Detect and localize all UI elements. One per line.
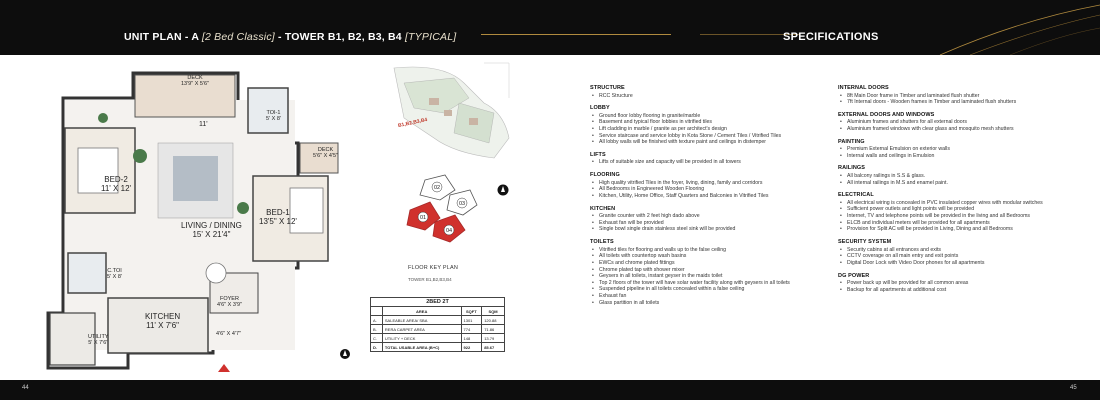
room-living	[181, 221, 242, 239]
spec-list	[838, 247, 1083, 267]
spec-item: • Chrome plated tap with shower mixer	[590, 267, 835, 274]
room-bed1-name: BED-1	[266, 208, 290, 217]
room-deck-right-size: 5'6" X 4'5"	[313, 153, 338, 160]
spec-heading: SECURITY SYSTEM	[838, 239, 892, 246]
spec-heading: RAILINGS	[838, 165, 866, 172]
site-plan-map	[384, 58, 519, 168]
footer-bar	[0, 380, 1100, 400]
spec-section	[838, 165, 1083, 186]
spec-item: • Security cabins at all entrances and exits	[838, 247, 1083, 254]
room-toilet1	[266, 110, 281, 123]
area-table-cell: 774	[461, 325, 482, 334]
room-ctoi-size: 5' X 8'	[107, 274, 122, 281]
spec-item: • Lift cladding in marble / granite as per architect's design	[590, 126, 835, 133]
room-bed2	[101, 175, 131, 193]
spec-item: • Basement and typical floor lobbies in vitrified tiles	[590, 119, 835, 126]
area-table-cell: UTILITY + DECK	[382, 334, 461, 343]
area-table-row	[371, 343, 505, 352]
spec-list	[838, 200, 1083, 233]
area-table-cell: SALEABLE AREA/ SBA	[382, 316, 461, 325]
unit-plan-typical: [TYPICAL]	[404, 31, 457, 43]
unit-plan-prefix: UNIT PLAN - A	[124, 31, 199, 43]
unit-plan-title	[124, 31, 456, 43]
page-number-right: 45	[1070, 385, 1077, 391]
spec-item: • All balcony railings in S.S & glass.	[838, 173, 1083, 180]
spec-list	[590, 247, 835, 307]
specs-column-right	[838, 85, 1083, 299]
spec-list	[590, 180, 835, 200]
room-bed1	[259, 208, 297, 226]
header-divider	[481, 34, 671, 35]
area-table-cell: 922	[461, 343, 482, 352]
room-foyer-name: FOYER	[220, 296, 239, 302]
page-number-left: 44	[22, 385, 29, 391]
spec-item: • All electrical wiring is concealed in PVC insulated copper wires with modular switches	[838, 200, 1083, 207]
room-kitchen	[145, 312, 180, 330]
spec-section	[590, 206, 835, 233]
spec-item: • Top 2 floors of the tower will have solar water facility along with geysers in all toilets	[590, 280, 835, 287]
area-table-cell: RERA CARPET AREA	[382, 325, 461, 334]
spec-item: • Backup for all apartments at additional cost	[838, 287, 1083, 294]
spec-item: • All internal railings in M.S and enamel paint.	[838, 180, 1083, 187]
spec-item: • Granite counter with 2 feet high dado above	[590, 213, 835, 220]
spec-item: • EWCs and chrome plated fittings	[590, 260, 835, 267]
area-table-header: AREA	[382, 307, 461, 316]
floor-key-plan	[405, 170, 515, 250]
spec-heading: INTERNAL DOORS	[838, 85, 889, 91]
area-table-cell: 1301	[461, 316, 482, 325]
spec-item: • Lifts of suitable size and capacity will be provided in all towers	[590, 159, 835, 166]
spec-heading: STRUCTURE	[590, 85, 625, 91]
spec-heading: LOBBY	[590, 105, 610, 112]
spec-list	[838, 119, 1083, 132]
room-deck-top-size: 13'9" X 5'6"	[181, 81, 210, 88]
spec-section	[838, 85, 1083, 106]
spec-item: • Geysers in all toilets, instant geyser in the maids toilet	[590, 273, 835, 280]
area-table-cell: D.	[371, 343, 383, 352]
spec-item: • All Bedrooms in Engineered Wooden Flooring	[590, 186, 835, 193]
spec-item: • High quality vitrified Tiles in the foyer, living, dining, family and corridors	[590, 180, 835, 187]
spec-item: • Suspended pipeline in all toilets concealed within a false ceiling	[590, 286, 835, 293]
decorative-swoosh	[880, 0, 1100, 55]
specifications-title: SPECIFICATIONS	[783, 31, 879, 43]
spec-section	[590, 239, 835, 306]
room-kitchen-size: 11' X 7'6"	[146, 321, 179, 331]
area-table-cell: B.	[371, 325, 383, 334]
spec-heading: FLOORING	[590, 172, 620, 179]
spec-list	[590, 113, 835, 146]
spec-section	[838, 273, 1083, 294]
spec-item: • Power back up will be provided for all common areas	[838, 280, 1083, 287]
spec-item: • Exhaust fan will be provided	[590, 220, 835, 227]
room-foyer	[217, 296, 242, 309]
area-table-header: SQM	[482, 307, 505, 316]
area-table-cell: 120.88	[482, 316, 505, 325]
spec-item: • Aluminium frames and shutters for all external doors	[838, 119, 1083, 126]
site-tower-label-text: B1,B2,B3,B4	[397, 116, 428, 130]
spec-list	[590, 159, 835, 166]
specs-column-left	[590, 85, 835, 312]
spec-item: • Aluminium framed windows with clear glass and mosquito mesh shutters	[838, 126, 1083, 133]
spec-section	[838, 239, 1083, 266]
spec-item: • All lobby walls will be finished with texture paint and ceilings in distemper	[590, 139, 835, 146]
keyplan-tower-02: 02	[433, 185, 441, 191]
room-utility	[88, 334, 108, 347]
spec-item: • Vitrified tiles for flooring and walls up to the false ceiling	[590, 247, 835, 254]
spec-list	[838, 173, 1083, 186]
spec-section	[590, 152, 835, 166]
area-table-cell: 148	[461, 334, 482, 343]
spec-item: • Premium External Emulsion on exterior walls	[838, 146, 1083, 153]
room-utility-size: 5' X 7'6"	[88, 340, 109, 347]
spec-section	[838, 112, 1083, 133]
spec-heading: LIFTS	[590, 151, 606, 158]
keyplan-tower-03: 03	[458, 201, 466, 207]
keyplan-tower-01: 01	[419, 215, 427, 221]
room-bed2-size: 11' X 12'	[101, 184, 132, 194]
spec-heading: EXTERNAL DOORS AND WINDOWS	[838, 111, 935, 118]
area-table-body	[371, 316, 505, 352]
area-table-row	[371, 334, 505, 343]
spec-item: • ELCB and individual meters will be provided for all apartments	[838, 220, 1083, 227]
unit-plan-type: [2 Bed Classic]	[201, 31, 275, 43]
area-table-cell: 71.86	[482, 325, 505, 334]
spec-item: • Service staircase and service lobby in Kota Stone / Cement Tiles / Vitrified Tiles	[590, 133, 835, 140]
spec-item: • Sufficient power outlets and light points will be provided	[838, 206, 1083, 213]
area-table-cell: C.	[371, 334, 383, 343]
area-table-cell: A.	[371, 316, 383, 325]
room-living-size: 15' X 21'4"	[192, 230, 231, 240]
area-table-cell: TOTAL USABLE AREA (B+C)	[382, 343, 461, 352]
spec-heading: TOILETS	[590, 239, 614, 246]
spec-item: • All toilets with countertop wash basins	[590, 253, 835, 260]
spec-heading: PAINTING	[838, 138, 865, 145]
room-kitchen-name: KITCHEN	[145, 312, 181, 321]
room-bed1-size: 13'5" X 12'	[259, 217, 297, 227]
spec-list	[590, 93, 835, 100]
area-table-header: SQFT	[461, 307, 482, 316]
spec-item: • CCTV coverage on all main entry and exit points	[838, 253, 1083, 260]
spec-item: • Exhaust fan	[590, 293, 835, 300]
spec-list	[838, 146, 1083, 159]
area-table-cell: 85.67	[482, 343, 505, 352]
spec-item: • 7ft Internal doors - Wooden frames in Timber and laminated flush shutters	[838, 99, 1083, 106]
room-ctoi-name: C.TOI	[107, 268, 122, 274]
area-table-row	[371, 325, 505, 334]
spec-section	[838, 192, 1083, 233]
spec-list	[590, 213, 835, 233]
spec-heading: ELECTRICAL	[838, 192, 874, 199]
area-table-cell: 13.79	[482, 334, 505, 343]
room-deck-right-name: DECK	[317, 147, 334, 153]
spec-item: • Digital Door Lock with Video Door phones for all apartments	[838, 260, 1083, 267]
spec-item: • 8ft Main Door frame in Timber and laminated flush shutter	[838, 93, 1083, 100]
room-deck-right	[313, 147, 338, 160]
spec-item: • Kitchen, Utility, Home Office, Staff Quarters and Balconies in Vitrified Tiles	[590, 193, 835, 200]
room-toilet1-name: TOI-1	[266, 110, 281, 116]
room-ctoi	[107, 268, 122, 281]
spec-section	[590, 85, 835, 99]
room-foyer-size: 4'6" X 3'9"	[217, 302, 242, 309]
spec-heading: DG POWER	[838, 272, 870, 279]
north-arrow-icon	[338, 347, 352, 361]
spec-heading: KITCHEN	[590, 205, 616, 212]
room-deck-top	[181, 75, 209, 88]
room-utility-name: UTILITY	[88, 334, 109, 340]
spec-item: • RCC Structure	[590, 93, 835, 100]
floor-key-plan-sub: TOWER B1,B2,B3,B4	[408, 277, 452, 282]
spec-section	[590, 172, 835, 199]
room-bed2-name: BED-2	[104, 175, 128, 184]
spec-item: • Internet, TV and telephone points will be provided in the living and all Bedrooms	[838, 213, 1083, 220]
spec-item: • Provision for Split AC will be provided in Living, Dining and all Bedrooms	[838, 226, 1083, 233]
area-table-caption: 2BED 2T	[371, 298, 505, 307]
spec-section	[838, 139, 1083, 160]
spec-item: • Internal walls and ceilings in Emulsion	[838, 153, 1083, 160]
spec-item: • Ground floor lobby flooring in granite/marble	[590, 113, 835, 120]
spec-list	[838, 280, 1083, 293]
room-living-name: LIVING / DINING	[181, 221, 242, 230]
room-corridor: 11'	[199, 121, 208, 128]
area-table-header	[371, 307, 383, 316]
floor-key-plan-label: FLOOR KEY PLAN	[408, 265, 459, 271]
unit-plan-tower: - TOWER B1, B2, B3, B4	[278, 31, 402, 43]
room-deck-top-name: DECK	[187, 75, 203, 81]
spec-item: • Single bowl single drain stainless steel sink will be provided	[590, 226, 835, 233]
room-entry: 4'6" X 4'7"	[216, 331, 241, 337]
room-toilet1-size: 5' X 8'	[266, 116, 281, 123]
keyplan-tower-04: 04	[445, 228, 453, 234]
area-table	[370, 297, 505, 352]
spec-item: • Glass partition in all toilets	[590, 300, 835, 307]
spec-list	[838, 93, 1083, 106]
area-table-row	[371, 316, 505, 325]
spec-section	[590, 105, 835, 146]
